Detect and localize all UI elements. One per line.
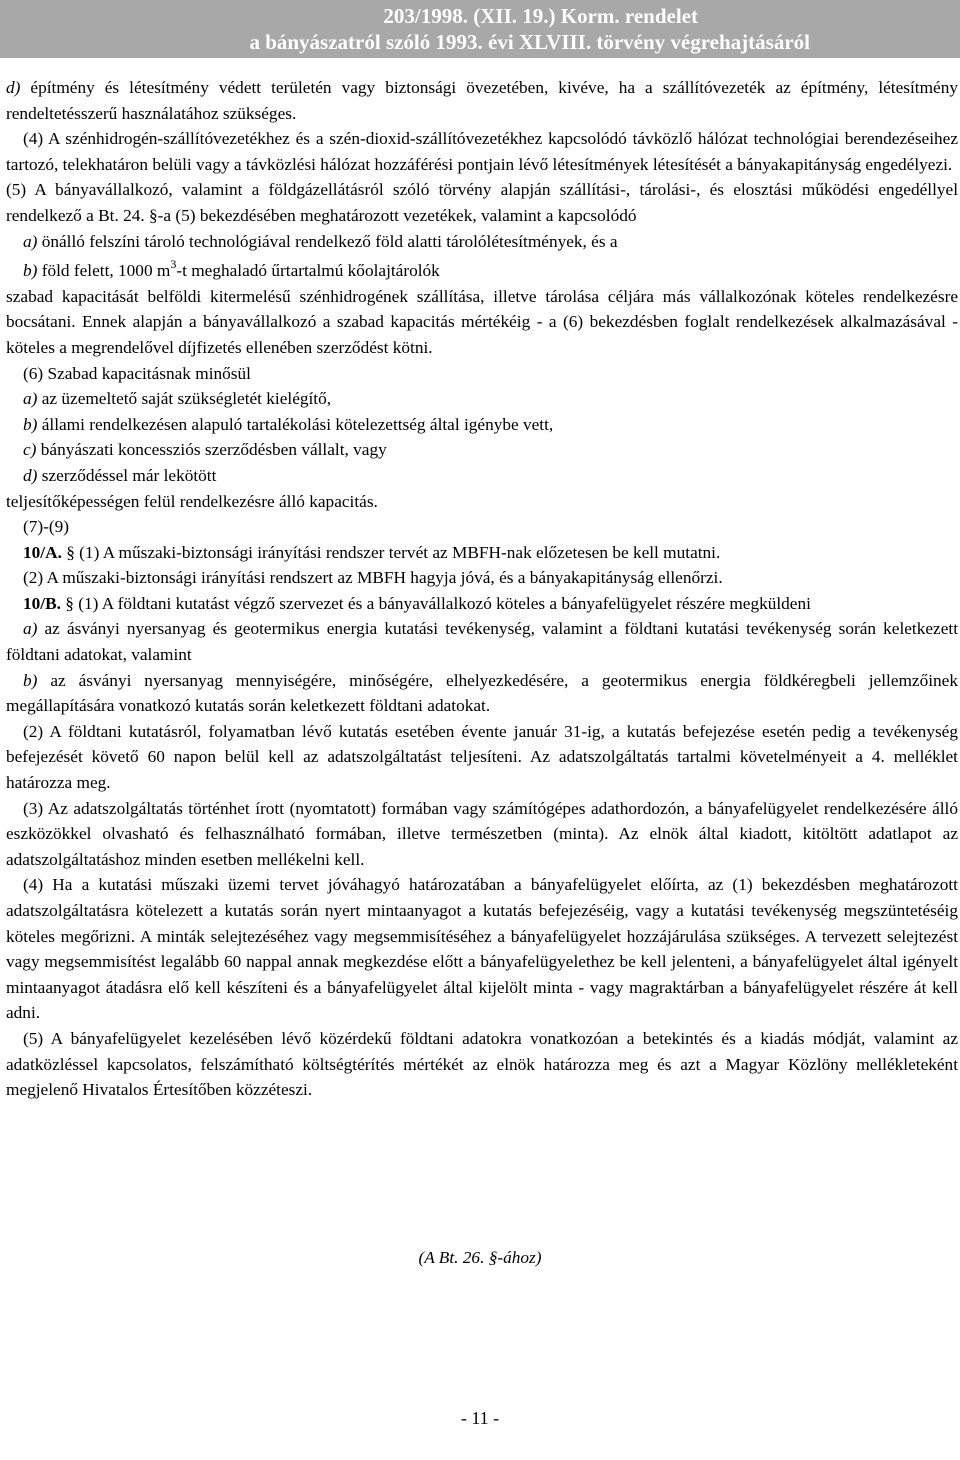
section-10b-5: (5) A bányafelügyelet kezelésében lévő közérdekű földtani adatokra vonatkozóan a betekintés és a kiadás módját, valamint az adatközléssel kapcsolatos, felszámítható költségtérítés mértékét az elnök határozza meg és azt a Magyar Közlöny mellékleteként megjelenő Hivatalos Értesítőben közzéteszi. <box>6 1028 958 1100</box>
paragraph-6c <box>6 437 958 463</box>
section-label: 10/B. <box>23 593 61 613</box>
paragraph-7-9: (7)-(9) <box>23 517 70 537</box>
section-10b-a <box>6 616 958 667</box>
paragraph-5: (5) A bányavállalkozó, valamint a földgázellátásról szóló törvény alapján szállítási-, tárolási-, és elosztási működési engedéllyel rendelkező a Bt. 24. §-a (5) bekezdésében meghatározott vezetékek, valamint a kapcsolódó <box>6 180 958 225</box>
section-text: § (1) A földtani kutatást végző szervezet és a bányavállalkozó köteles a bányafelügyelet részére megküldeni <box>60 593 811 613</box>
section-10b-4: (4) Ha a kutatási műszaki üzemi tervet jóváhagyó határozatában a bányafelügyelet előírta, az (1) bekezdésben meghatározott adatszolgáltatásra kötelezett a kutatás során nyert mintaanyagot a kutatás befejezéséig, vagy a kutatási tevékenység megszüntetéséig köteles megőrizni. A minták selejtezéséhez vagy megsemmisítéséhez a bányafelügyelet hozzájárulása szükséges. A tervezett selejtezést vagy megsemmisítést legalább 60 nappal annak megkezdése előtt a bányafelügyelethez be kell jelenteni, a bányafelügyelet által igényelt mintaanyagot átadásra elő kell készíteni és a bányafelügyelet által kijelölt minta - vagy magraktárban a bányafelügyelet részére át kell adni. <box>6 875 958 1023</box>
item-label: c) <box>23 440 37 460</box>
section-label: 10/A. <box>23 542 62 562</box>
section-10a-2: (2) A műszaki-biztonsági irányítási rendszert az MBFH hagyja jóvá, és a bányakapitányság ellenőrzi. <box>23 568 723 588</box>
document-body <box>6 75 958 1103</box>
section-10b-3: (3) Az adatszolgáltatás történhet írott (nyomtatott) formában vagy számítógépes adathordozón, a bányafelügyelet rendelkezésére álló eszközökkel olvasható és felhasználható formában, illetve természetben (minta). Az elnök által kiadott, kitöltött adatlapot az adatszolgáltatáshoz minden esetben mellékelni kell. <box>6 798 958 869</box>
paragraph-5-cont: szabad kapacitását belföldi kitermelésű szénhidrogének szállítása, illetve tárolása céljára más vállalkozónak köteles rendelkezésre bocsátani. Ennek alapján a bányavállalkozó a szabad kapacitás mértékéig - a (6) bekezdésben foglalt rendelkezések alkalmazásával - köteles a megrendelővel díjfizetés ellenében szerződést kötni. <box>6 286 958 357</box>
item-label: d) <box>23 465 38 485</box>
header-title: 203/1998. (XII. 19.) Korm. rendelet <box>383 4 698 28</box>
section-10b-2: (2) A földtani kutatásról, folyamatban lévő kutatás esetében évente január 31-ig, a kutatás befejezése esetén pedig a tevékenység befejezését követő 60 napon belül kell az adatszolgáltatást teljesíteni. Az adatszolgáltatás tartalmi követelményeit a 4. melléklet határozza meg. <box>6 721 958 793</box>
item-text: önálló felszíni tároló technológiával rendelkező föld alatti tárolólétesítmények, és a <box>37 231 618 251</box>
item-text: az üzemeltető saját szükségletét kielégítő, <box>37 389 332 409</box>
paragraph-5a <box>6 229 958 255</box>
item-text: föld felett, 1000 m <box>37 261 171 281</box>
superscript: 3 <box>170 257 177 272</box>
header-subtitle: a bányászatról szóló 1993. évi XLVIII. törvény végrehajtásáról <box>249 30 810 54</box>
section-text: § (1) A műszaki-biztonsági irányítási rendszer tervét az MBFH-nak előzetesen be kell mutatni. <box>61 542 721 562</box>
item-text: szerződéssel már lekötött <box>37 465 217 485</box>
item-label: b) <box>23 261 38 281</box>
paragraph-6-cont: teljesítőképességen felül rendelkezésre álló kapacitás. <box>6 491 378 511</box>
item-label: a) <box>23 619 38 639</box>
paragraph-6b <box>6 412 958 438</box>
paragraph-4: (4) A szénhidrogén-szállítóvezetékhez és a szén-dioxid-szállítóvezetékhez kapcsolódó távközlő hálózat technológiai berendezéseihez tartozó, telekhatáron belüli vagy a távközlési hálózat hozzáférési pontjain lévő létesítmények létesítését a bányakapitányság engedélyezi. <box>6 129 958 174</box>
section-10b <box>6 591 958 617</box>
item-text: az ásványi nyersanyag és geotermikus energia kutatási tevékenység, valamint a földtani kutatási tevékenység során keletkezett földtani adatokat, valamint <box>6 619 958 665</box>
item-label: b) <box>23 414 38 434</box>
item-label: b) <box>23 670 38 690</box>
section-10b-b <box>6 668 958 719</box>
item-label: a) <box>23 231 38 251</box>
paragraph-6d <box>6 463 958 489</box>
item-label: a) <box>23 389 38 409</box>
paragraph-5b <box>6 258 958 284</box>
paragraph-d <box>6 75 958 126</box>
item-text: építmény és létesítmény védett területén vagy biztonsági övezetében, kivéve, ha a szállítóvezeték az építmény, létesítmény rendeltetésszerű használatához szükséges. <box>6 78 958 123</box>
item-text: bányászati koncessziós szerződésben vállalt, vagy <box>36 440 387 460</box>
item-text: az ásványi nyersanyag mennyiségére, minőségére, elhelyezkedésére, a geotermikus energia földkéregbeli jellemzőinek megállapítására vonatkozó kutatás során keletkezett földtani adatokat. <box>6 670 958 716</box>
paragraph-6a <box>6 386 958 412</box>
item-label: d) <box>6 78 21 97</box>
paragraph-6: (6) Szabad kapacitásnak minősül <box>23 363 251 383</box>
item-text: -t meghaladó űrtartalmú kőolajtárolók <box>176 261 440 281</box>
item-text: állami rendelkezésen alapuló tartalékolási kötelezettség által igénybe vett, <box>37 414 554 434</box>
page-number: - 11 - <box>460 1408 500 1428</box>
section-reference-note: (A Bt. 26. §-ához) <box>418 1248 542 1267</box>
page-header <box>0 0 960 58</box>
section-10a <box>6 540 958 566</box>
